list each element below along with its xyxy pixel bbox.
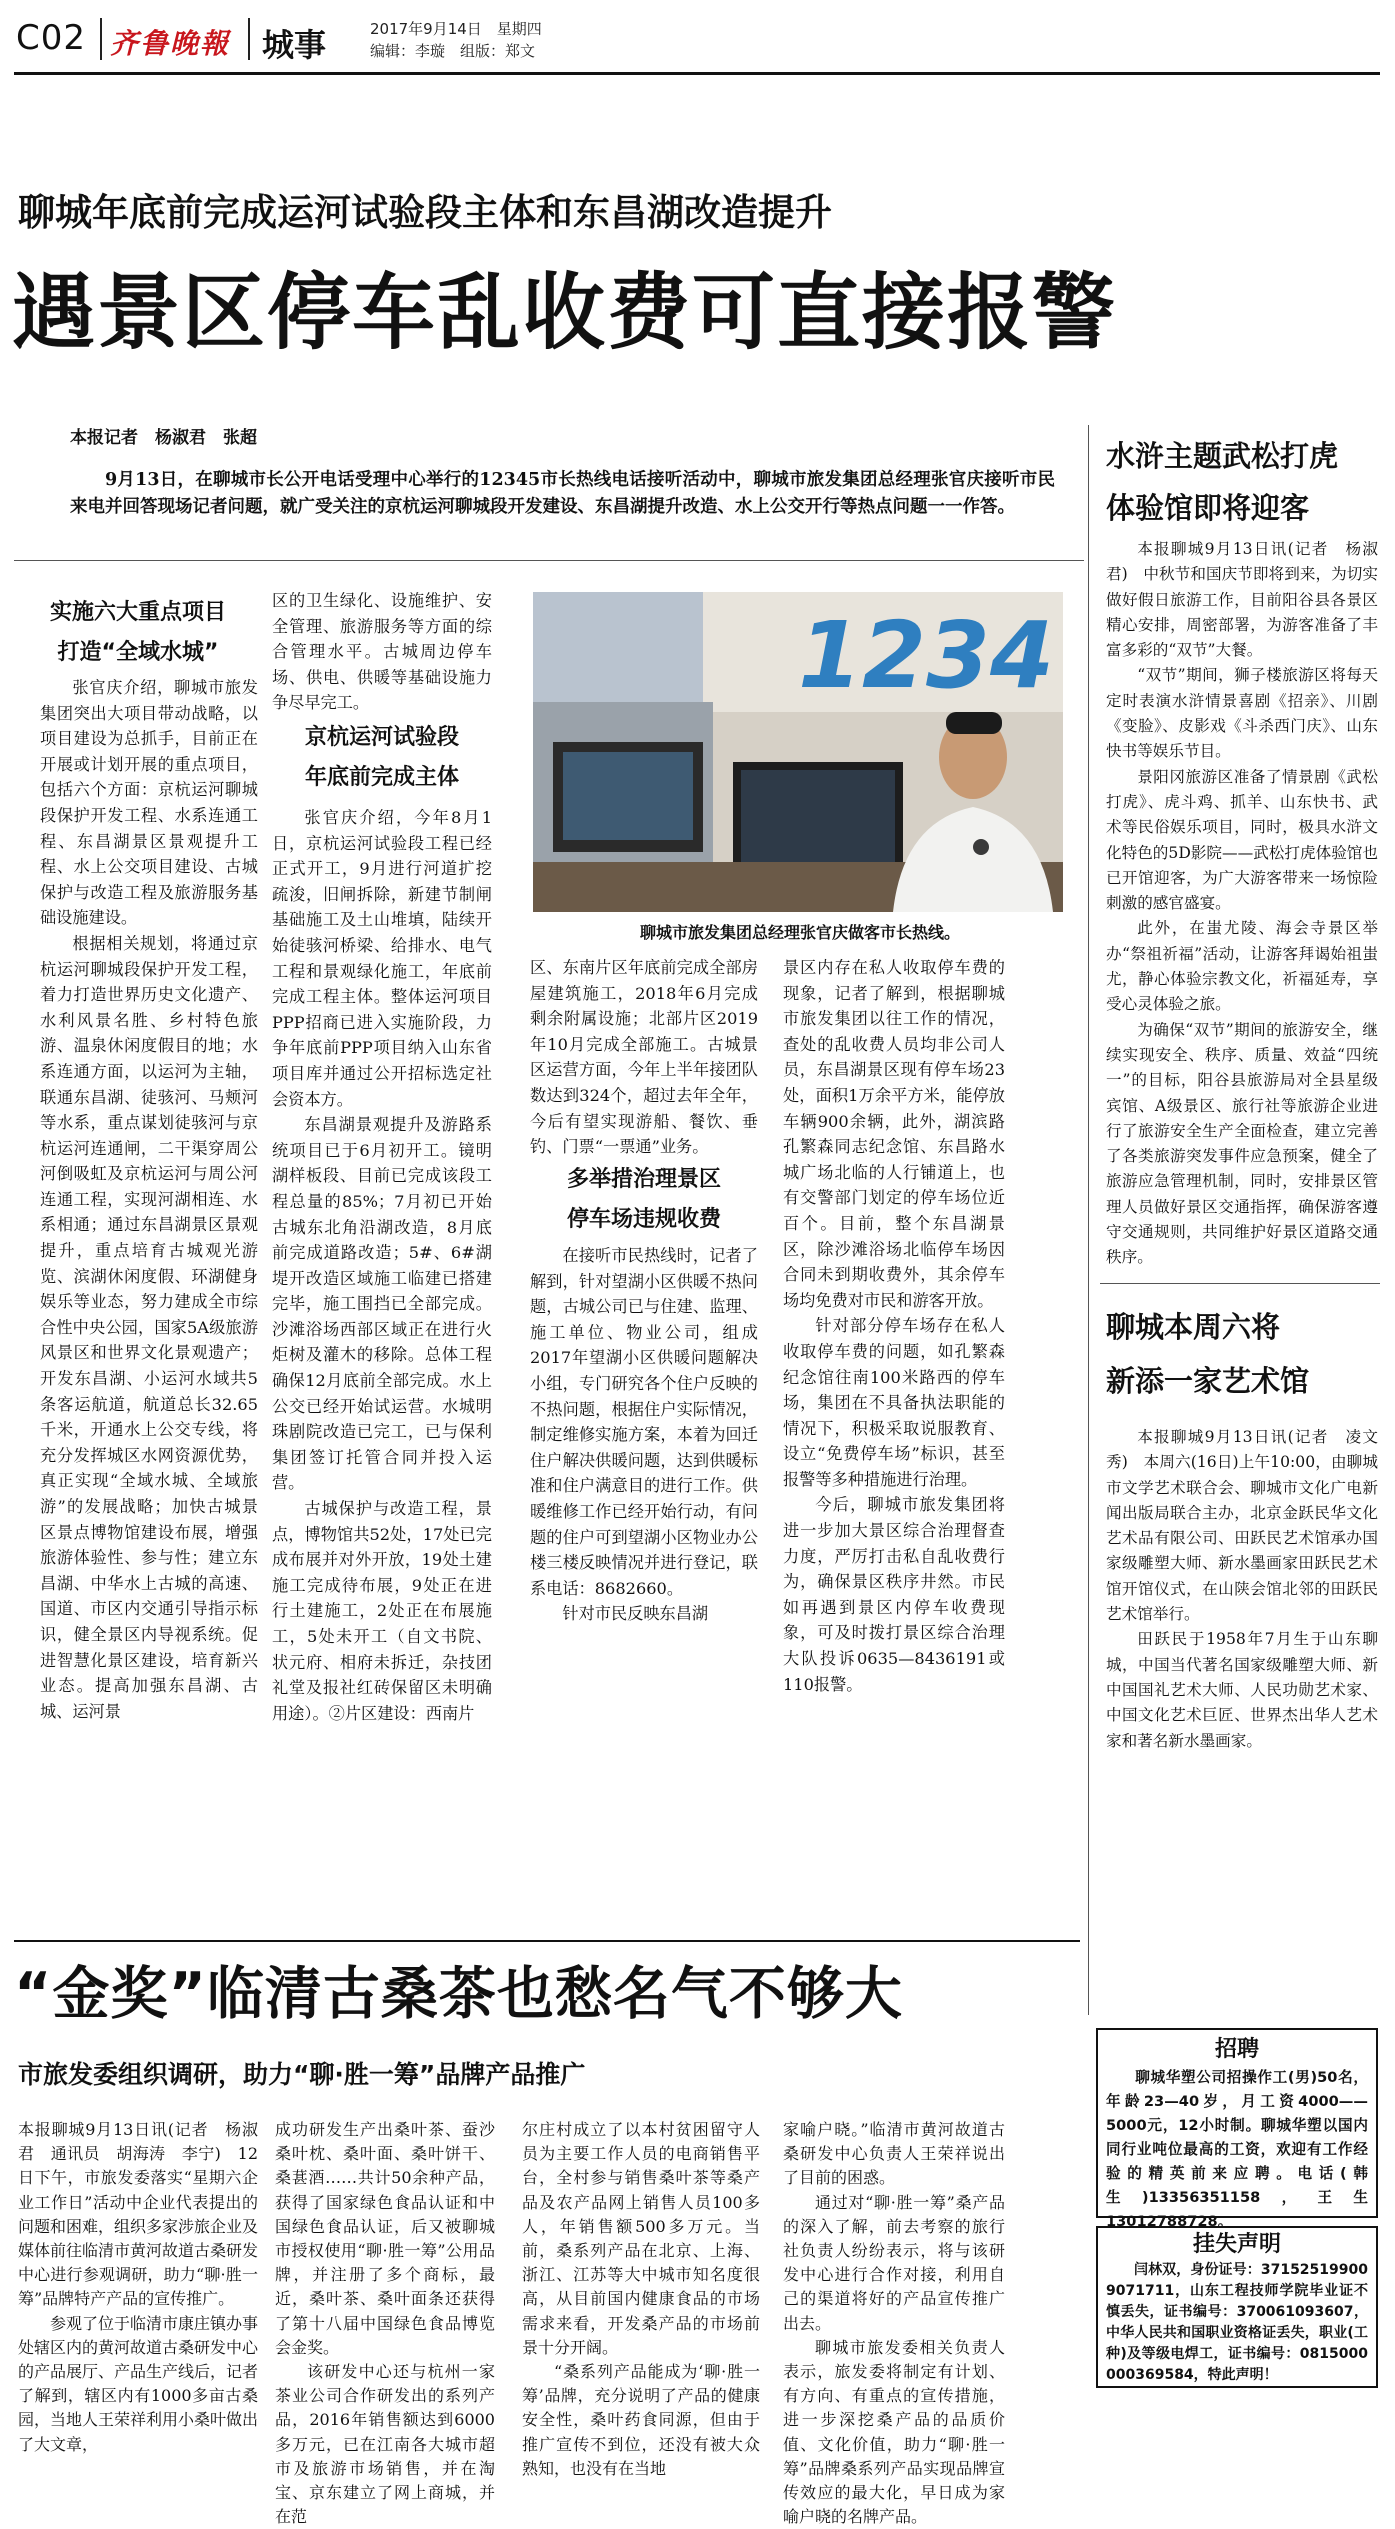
lost-notice-ad [1096, 2226, 1378, 2388]
main-column-2 [272, 805, 492, 1930]
subhead-line: 京杭运河试验段 [304, 725, 459, 750]
recruit-ad [1096, 2028, 1378, 2230]
story2-headline: “金奖”临清古桑茶也愁名气不够大 [14, 1961, 903, 2027]
newspaper-logo: 齐鲁晚報 [110, 27, 231, 60]
lost-notice-title: 挂失声明 [1192, 2232, 1281, 2257]
headline-line: 水浒主题武松打虎 [1106, 439, 1339, 473]
section-name: 城事 [262, 26, 327, 64]
paragraph: “桑系列产品能成为‘聊·胜一筹’品牌，充分说明了产品的健康安全性，桑叶药食同源，但由于推广宣传不到位，还没有被大众熟知，也没有在当地 [522, 2362, 760, 2478]
main-column-2-top [272, 588, 492, 718]
sidebar-separator [1088, 425, 1089, 2015]
subhead-line: 多举措治理景区 [566, 1167, 721, 1192]
subhead-line: 年底前完成主体 [304, 765, 459, 790]
subhead-line: 实施六大重点项目 [49, 600, 226, 625]
page-number: C02 [16, 18, 87, 58]
photo-illustration [533, 592, 1063, 912]
paragraph: “双节”期间，狮子楼旅游区将每天定时表演水浒情景喜剧《招亲》、川剧《变脸》、皮影戏《斗杀西门庆》、山东快书等娱乐节目。 [1106, 666, 1378, 761]
lost-notice-body: 闫林双，身份证号：371525199009071711，山东工程技师学院毕业证不慎丢失，证书编号：370061093607，中华人民共和国职业资格证丢失，职业(工种)及等级电焊工，证书编号：0815000000369584，特此声明！ [1106, 2262, 1368, 2383]
hotline-photo [533, 592, 1063, 912]
paragraph: 古城保护与改造工程，景点，博物馆共52处，17处已完成布展并对外开放，19处土建施工完成待布展，9处正在进行土建施工，2处正在布展施工，5处未开工（自文书院、状元府、相府未拆迁，杂技团礼堂及报社红砖保留区未明确用途）。②片区建设：西南片 [272, 1499, 492, 1723]
main-column-4 [783, 955, 1005, 1933]
paragraph: 为确保“双节”期间的旅游安全，继续实现安全、秩序、质量、效益“四统一”的目标，阳谷县旅游局对全县星级宾馆、A级景区、旅行社等旅游企业进行了旅游安全生产全面检查，建立完善了各类旅游突发事件应急预案，健全了旅游应急管理机制，同时，安排景区管理人员做好景区交通指挥，确保游客遵守交通规则，共同维护好景区道路交通秩序。 [1106, 1020, 1378, 1267]
story2-column-4 [783, 2118, 1005, 2527]
recruit-ad-body: 聊城华塑公司招操作工(男)50名，年龄23—40岁，月工资4000——5000元，12小时制。聊城华塑以国内同行业吨位最高的工资，欢迎有工作经验的精英前来应聘。电话(韩生)13356351158，王生13012788728。 [1106, 2069, 1368, 2230]
paragraph: 区、东南片区年底前完成全部房屋建筑施工，2018年6月完成剩余附属设施；北部片区2019年10月完成全部施工。古城景区运营方面，今年上半年接团队数达到324个，超过去年全年，今后有望实现游船、餐饮、垂钓、门票“一票通”业务。 [530, 958, 758, 1157]
masthead-divider [248, 18, 250, 60]
masthead-rule [14, 72, 1380, 75]
side1-headline [1106, 430, 1338, 534]
subhead-parking [522, 1160, 766, 1240]
main-column-1 [40, 675, 258, 1930]
story2-rule [14, 1940, 1080, 1942]
paragraph: 张官庆介绍，今年8月1日，京杭运河试验段工程已经正式开工，9月进行河道扩挖疏浚，旧闸拆除，新建节制闸基础施工及土山堆填，陆续开始徒骇河桥梁、给排水、电气工程和景观绿化施工，年底前完成工程主体。整体运河项目PPP招商已进入实施阶段，力争年底前PPP项目纳入山东省项目库并通过公开招标选定社会资本方。 [272, 808, 492, 1109]
main-headline: 遇景区停车乱收费可直接报警 [12, 264, 1117, 361]
subhead-line: 打造“全域水城” [57, 640, 219, 665]
paragraph: 在接听市民热线时，记者了解到，针对望湖小区供暖不热问题，古城公司已与住建、监理、施工单位、物业公司，组成2017年望湖小区供暖问题解决小组，专门研究各个住户反映的不热问题，根据住户实际情况，制定维修实施方案，本着为回迁住户解决供暖问题，达到供暖标准和住户满意目的进行工作。供暖维修工作已经开始行动，有问题的住户可到望湖小区物业办公楼三楼反映情况并进行登记，联系电话：8682660。 [530, 1246, 758, 1598]
subhead-canal-trial [262, 718, 502, 798]
lead-separator [14, 560, 1084, 561]
paragraph: 景区内存在私人收取停车费的现象，记者了解到，根据聊城市旅发集团以往工作的情况，查处的乱收费人员均非公司人员，东昌湖景区现有停车场23处，面积1万余平方米，能停放车辆900余辆，此外，湖滨路孔繁森同志纪念馆、东昌路水城广场北临的人行铺道上，也有交警部门划定的停车场位近百个。目前，整个东昌湖景区，除沙滩浴场北临停车场因合同未到期收费外，其余停车场均免费对市民和游客开放。 [783, 958, 1005, 1310]
paragraph: 针对部分停车场存在私人收取停车费的问题，如孔繁森纪念馆往南100米路西的停车场，集团在不具备执法职能的情况下，积极采取说服教育、设立“免费停车场”标识，甚至报警等多种措施进行治理。 [783, 1316, 1005, 1489]
side2-headline [1106, 1300, 1309, 1408]
main-lead: 9月13日，在聊城市长公开电话受理中心举行的12345市长热线电话接听活动中，聊城市旅发集团总经理张官庆接听市民来电并回答现场记者问题，就广受关注的京杭运河聊城段开发建设、东昌湖提升改造、水上公交开行等热点问题一一作答。 [70, 470, 1055, 517]
recruit-ad-title: 招聘 [1214, 2037, 1259, 2062]
headline-line: 新添一家艺术馆 [1106, 1364, 1310, 1398]
paragraph: 家喻户晓。”临清市黄河故道古桑研发中心负责人王荣祥说出了目前的困惑。 [783, 2120, 1005, 2188]
headline-line: 聊城本周六将 [1106, 1310, 1281, 1344]
story2-column-2 [275, 2118, 495, 2527]
paragraph: 尔庄村成立了以本村贫困留守人员为主要工作人员的电商销售平台，全村参与销售桑叶茶等桑产品及农产品网上销售人员100多人，年销售额500多万元。当前，桑系列产品在北京、上海、浙江、江苏等大中城市知名度很高，从目前国内健康食品的市场需求来看，开发桑产品的市场前景十分开阔。 [522, 2120, 760, 2357]
main-column-3 [530, 1243, 758, 1933]
paragraph: 该研发中心还与杭州一家茶业公司合作研发出的系列产品，2016年销售额达到6000多万元，已在江南各大城市超市及旅游市场销售，并在淘宝、京东建立了网上商城，并在范 [275, 2362, 495, 2527]
paragraph: 东昌湖景观提升及游路系统项目已于6月初开工。镜明湖样板段、目前已完成该段工程总量的85%；7月初已开始古城东北角沿湖改造，8月底前完成道路改造；5#、6#湖堤开改造区域施工临建已搭建完毕，施工围挡已全部完成。沙滩浴场西部区域正在进行火炬树及灌木的移除。总体工程确保12月底前全部完成。水上公交已经开始试运营。水城明珠剧院改造已完工，已与保利集团签订托管合同并投入运营。 [272, 1115, 492, 1493]
paragraph: 区的卫生绿化、设施维护、安全管理、旅游服务等方面的综合管理水平。古城周边停车场、供电、供暖等基础设施力争尽早完工。 [272, 591, 492, 713]
paragraph: 参观了位于临清市康庄镇办事处辖区内的黄河故道古桑研发中心的产品展厅、产品生产线后，记者了解到，辖区内有1000多亩古桑园，当地人王荣祥利用小桑叶做出了大文章， [18, 2313, 259, 2454]
main-column-3-top [530, 955, 758, 1160]
photo-caption: 聊城市旅发集团总经理张官庆做客市长热线。 [640, 923, 961, 942]
paragraph: 针对市民反映东昌湖 [562, 1604, 709, 1624]
subhead-line: 停车场违规收费 [566, 1207, 721, 1232]
side1-body [1106, 537, 1378, 1267]
paragraph: 本报聊城9月13日讯(记者 杨淑君 通讯员 胡海涛 李宁) 12日下午，市旅发委落实“星期六企业工作日”活动中企业代表提出的问题和困难，组织多家涉旅企业及媒体前往临清市黄河故道古桑研发中心进行参观调研，助力“聊·胜一筹”品牌特产产品的宣传推广。 [18, 2120, 259, 2309]
svg-text:1234: 1234 [798, 602, 1055, 709]
paragraph: 本报聊城9月13日讯(记者 凌文秀) 本周六(16日)上午10:00，由聊城市文学艺术联合会、聊城市文化广电新闻出版局联合主办，北京金跃民华文化艺术品有限公司、田跃民艺术馆承办国家级雕塑大师、新水墨画家田跃民艺术馆开馆仪式，在山陕会馆北邻的田跃民艺术馆举行。 [1106, 1428, 1378, 1624]
paragraph: 张官庆介绍，聊城市旅发集团突出大项目带动战略，以项目建设为总抓手，目前正在开展或计划开展的重点项目，包括六个方面：京杭运河聊城段保护开发工程、水系连通工程、东昌湖景区景观提升工程、水上公交项目建设、古城保护与改造工程及旅游服务基础设施建设。 [40, 678, 258, 928]
editor-credit: 编辑：李璇 组版：郑文 [370, 42, 536, 60]
side-divider [1100, 1283, 1380, 1284]
issue-date: 2017年9月14日 星期四 [370, 20, 542, 38]
paragraph: 本报聊城9月13日讯(记者 杨淑君) 中秋节和国庆节即将到来，为切实做好假日旅游工作，目前阳谷县各景区精心安排，周密部署，为游客准备了丰富多彩的“双节”大餐。 [1106, 540, 1378, 660]
paragraph: 根据相关规划，将通过京杭运河聊城段保护开发工程，着力打造世界历史文化遗产、水利风景名胜、乡村特色旅游、温泉休闲度假目的地；水系连通方面，以运河为主轴，联通东昌湖、徒骇河、马颊河等水系，重点谋划徒骇河与京杭运河连通闸，二干渠穿周公河倒吸虹及京杭运河与周公河连通工程，实现河湖相连、水系相通；通过东昌湖景区景观提升，重点培育古城观光游览、滨湖休闲度假、环湖健身娱乐等业态，努力建成全市综合性中央公园，国家5A级旅游风景区和世界文化景观遗产；开发东昌湖、小运河水域共5条客运航道，航道总长32.65千米，开通水上公交专线，将充分发挥城区水网资源优势，真正实现“全域水城、全域旅游”的发展战略；加快古城景区景点博物馆建设布展，增强旅游体验性、参与性；建立东昌湖、中华水上古城的高速、国道、市区内交通引导指示标识，健全景区内导视系统。促进智慧化景区建设，培育新兴业态。提高加强东昌湖、古城、运河景 [40, 933, 258, 1721]
story2-subhead: 市旅发委组织调研，助力“聊·胜一筹”品牌产品推广 [18, 2060, 586, 2089]
headline-line: 体验馆即将迎客 [1106, 491, 1310, 525]
paragraph: 此外，在蚩尤陵、海会寺景区举办“祭祖祈福”活动，让游客拜谒始祖蚩尤，静心体验宗教文化，祈福延寿，享受心灵体验之旅。 [1106, 919, 1378, 1014]
story2-column-3 [522, 2118, 760, 2478]
masthead-divider [100, 18, 102, 60]
main-kicker: 聊城年底前完成运河试验段主体和东昌湖改造提升 [18, 191, 832, 234]
paragraph: 通过对“聊·胜一筹”桑产品的深入了解，前去考察的旅行社负责人纷纷表示，将与该研发中心进行合作对接，利用自己的渠道将好的产品宣传推广出去。 [783, 2192, 1005, 2333]
paragraph: 今后，聊城市旅发集团将进一步加大景区综合治理督查力度，严厉打击私自乱收费行为，确保景区秩序井然。市民如再遇到景区内停车收费现象，可及时拨打景区综合治理大队投诉0635—8436191或110报警。 [783, 1495, 1005, 1694]
side2-body [1106, 1425, 1378, 2015]
story2-column-1 [18, 2118, 259, 2454]
subhead-six-projects [18, 593, 258, 673]
paragraph: 景阳冈旅游区准备了情景剧《武松打虎》、虎斗鸡、抓羊、山东快书、武术等民俗娱乐项目，同时，极具水浒文化特色的5D影院——武松打虎体验馆也已开馆迎客，为广大游客带来一场惊险刺激的感官盛宴。 [1106, 767, 1378, 913]
paragraph: 田跃民于1958年7月生于山东聊城，中国当代著名国家级雕塑大师、新中国国礼艺术大师、人民功勋艺术家、中国文化艺术巨匠、世界杰出华人艺术家和著名新水墨画家。 [1106, 1630, 1378, 1750]
paragraph: 成功研发生产出桑叶茶、蚕沙桑叶枕、桑叶面、桑叶饼干、桑葚酒……共计50余种产品，获得了国家绿色食品认证和中国绿色食品认证，后又被聊城市授权使用“聊·胜一筹”公用品牌，并注册了多个商标，最近，桑叶茶、桑叶面条还获得了第十八届中国绿色食品博览会金奖。 [275, 2120, 495, 2357]
main-byline: 本报记者 杨淑君 张超 [70, 428, 257, 448]
paragraph: 聊城市旅发委相关负责人表示，旅发委将制定有计划、有方向、有重点的宣传措施，进一步深挖桑产品的品质价值、文化价值，助力“聊·胜一筹”品牌桑系列产品实现品牌宣传效应的最大化，早日成为家喻户晓的名牌产品。 [783, 2337, 1005, 2527]
